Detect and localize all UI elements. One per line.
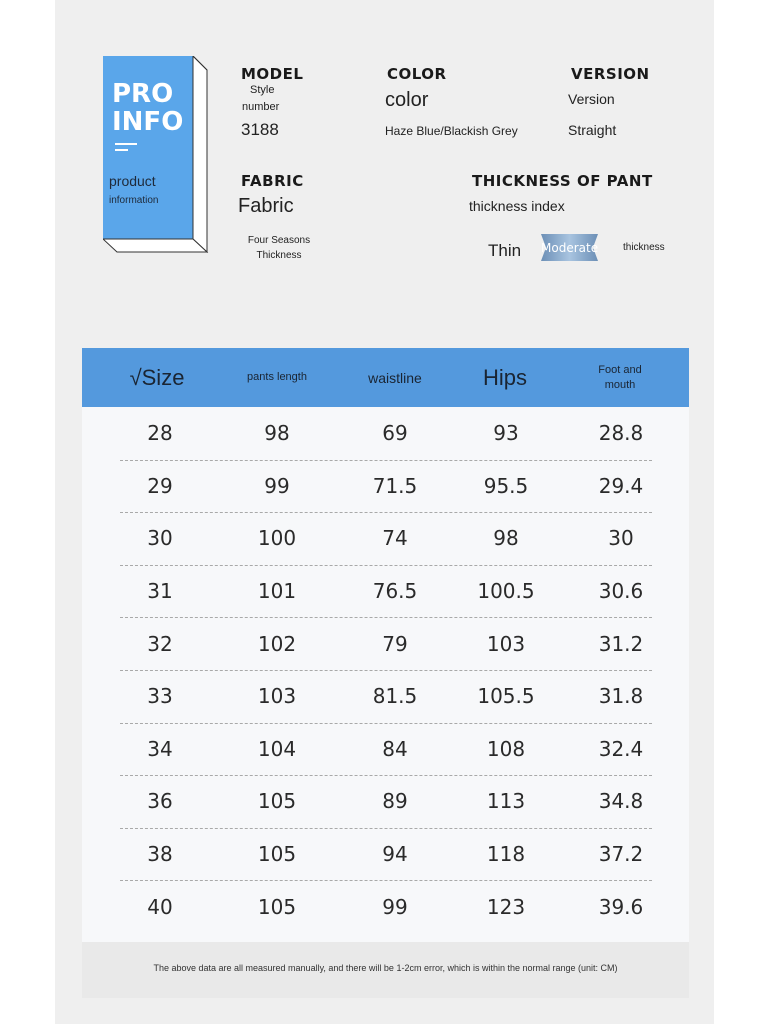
table-cell: 94 (382, 842, 408, 867)
column-header-waistline: waistline (368, 369, 422, 386)
color-value: Haze Blue/Blackish Grey (385, 124, 518, 138)
table-cell: 28.8 (598, 421, 644, 446)
table-cell: 105 (257, 894, 297, 919)
table-cell: 74 (382, 526, 408, 551)
table-cell: 30 (147, 526, 173, 551)
table-cell: 103 (486, 631, 526, 656)
table-row (82, 512, 689, 565)
thickness-selected-badge (541, 234, 598, 261)
table-row (82, 880, 689, 933)
thickness-option-thin: Thin (488, 241, 522, 260)
table-row (82, 565, 689, 618)
color-heading: COLOR (387, 65, 447, 83)
table-cell: 31 (147, 579, 173, 604)
version-label: Version (568, 91, 615, 107)
table-cell: 40 (147, 894, 173, 919)
table-cell: 93 (493, 421, 519, 446)
table-cell: 33 (147, 684, 173, 709)
table-cell: 34 (147, 736, 173, 761)
thickness-heading: THICKNESS OF PANT (472, 172, 653, 190)
table-cell: 99 (382, 894, 408, 919)
table-cell: 105 (257, 789, 297, 814)
table-cell: 84 (382, 736, 408, 761)
table-cell: 123 (486, 894, 526, 919)
table-cell: 100 (257, 526, 297, 551)
column-header-hips: Hips (482, 364, 527, 390)
table-cell: 36 (147, 789, 173, 814)
version-value: Straight (568, 122, 617, 138)
table-cell: 28 (147, 421, 173, 446)
table-cell: 30.6 (598, 579, 644, 604)
version-heading: VERSION (571, 65, 650, 83)
table-cell: 103 (257, 684, 297, 709)
size-table-header (82, 348, 689, 407)
table-cell: 76.5 (372, 579, 418, 604)
thickness-label: thickness index (469, 198, 565, 214)
table-row (82, 775, 689, 828)
table-cell: 95.5 (483, 473, 529, 498)
thickness-option-end: thickness (623, 242, 665, 253)
pro-info-title: PRO INFO (112, 79, 184, 137)
table-cell: 99 (264, 473, 290, 498)
table-cell: 81.5 (372, 684, 418, 709)
fabric-heading: FABRIC (241, 172, 304, 190)
model-value: 3188 (241, 120, 279, 139)
color-label: color (385, 89, 429, 111)
measurement-footnote: The above data are all measured manually, and there will be 1-2cm error, which is within the normal range (unit: CM) (153, 963, 618, 973)
table-cell: 29 (147, 473, 173, 498)
table-cell: 118 (486, 842, 526, 867)
decor-dash (115, 143, 137, 145)
model-label-number: number (242, 101, 280, 113)
table-cell: 39.6 (598, 894, 644, 919)
table-cell: 102 (257, 631, 297, 656)
table-cell: 89 (382, 789, 408, 814)
table-cell: 105 (257, 842, 297, 867)
thickness-option-moderate: Moderate (541, 241, 599, 255)
column-header-foot-mouth: Foot and mouth (598, 363, 642, 391)
table-cell: 34.8 (598, 789, 644, 814)
table-cell: 105.5 (477, 684, 535, 709)
fabric-value-line1: Four Seasons (247, 235, 311, 246)
pro-info-subtitle: product (109, 173, 156, 189)
table-cell: 69 (382, 421, 408, 446)
column-header-size: √Size (129, 364, 185, 390)
size-table-body (82, 407, 689, 942)
table-row (82, 723, 689, 776)
table-cell: 101 (257, 579, 297, 604)
table-cell: 71.5 (372, 473, 418, 498)
table-cell: 32 (147, 631, 173, 656)
table-cell: 29.4 (598, 473, 644, 498)
table-cell: 31.2 (598, 631, 644, 656)
table-cell: 98 (493, 526, 519, 551)
table-cell: 108 (486, 736, 526, 761)
table-row (82, 407, 689, 460)
table-cell: 104 (257, 736, 297, 761)
table-cell: 38 (147, 842, 173, 867)
model-heading: MODEL (241, 65, 304, 83)
pro-info-subtitle-small: information (109, 195, 159, 206)
fabric-value-line2: Thickness (256, 250, 302, 261)
table-cell: 113 (486, 789, 526, 814)
table-cell: 37.2 (598, 842, 644, 867)
table-row (82, 828, 689, 881)
model-label-style: Style (250, 84, 275, 96)
fabric-label: Fabric (238, 195, 294, 217)
table-cell: 32.4 (598, 736, 644, 761)
table-cell: 30 (608, 526, 634, 551)
table-row (82, 670, 689, 723)
table-cell: 100.5 (477, 579, 535, 604)
table-cell: 98 (264, 421, 290, 446)
column-header-pants-length: pants length (247, 371, 307, 383)
table-cell: 79 (382, 631, 408, 656)
table-row (82, 617, 689, 670)
decor-dash (115, 149, 128, 151)
table-row (82, 460, 689, 513)
table-cell: 31.8 (598, 684, 644, 709)
